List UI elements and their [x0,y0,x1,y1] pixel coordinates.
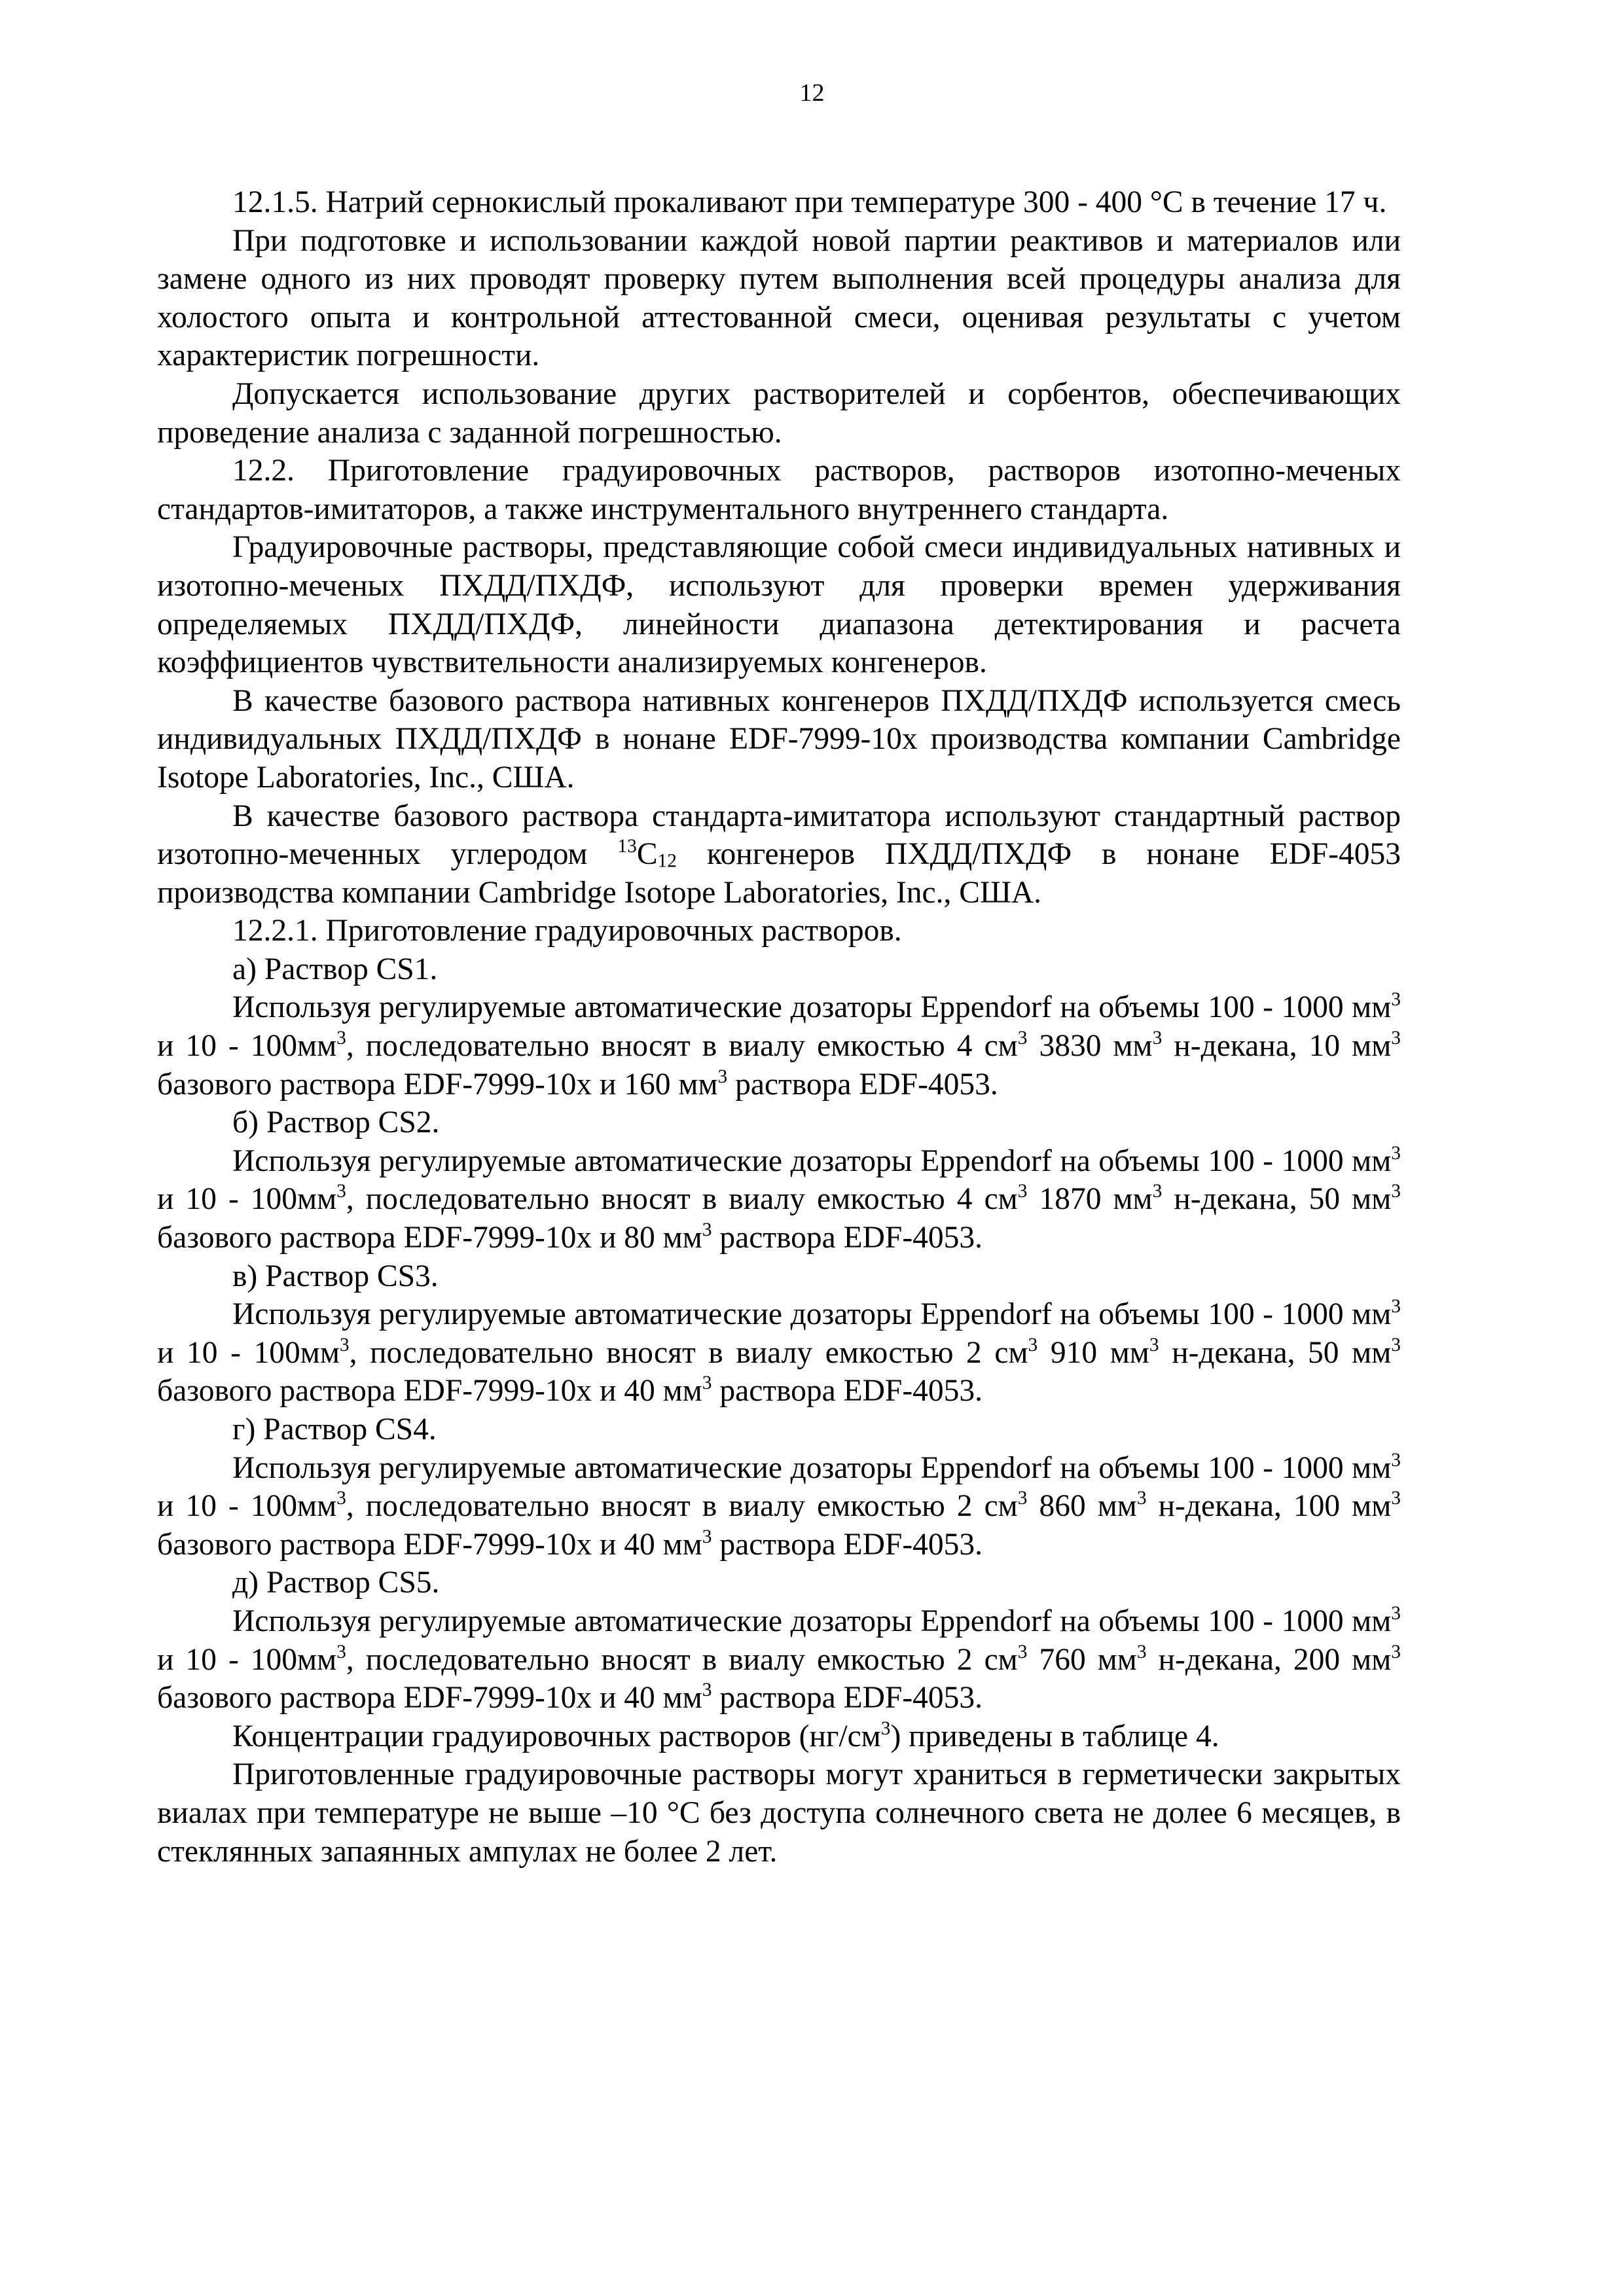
text-fragment: и 10 - 100мм [157,1489,337,1524]
text-fragment: базового раствора EDF-7999-10х и 40 мм [157,1374,702,1408]
paragraph-cs3-preparation [157,1295,1401,1410]
subheading-cs1: а) Раствор CS1. [232,952,438,986]
cube-superscript: 3 [336,1027,346,1049]
carbon-count-subscript: 12 [657,850,677,872]
paragraph-cs2-preparation [157,1142,1401,1257]
section-heading-12-2-1: 12.2.1. Приготовление градуировочных растворов. [232,914,902,948]
cube-superscript: 3 [1017,1641,1028,1662]
text-fragment: и 10 - 100мм [157,1182,337,1217]
isotope-mass-superscript: 13 [617,835,637,857]
paragraph-cs5-preparation [157,1602,1401,1717]
text-fragment: н-декана, 200 мм [1146,1642,1392,1677]
text-fragment: , последовательно вносят в виалу емкостью 2 см [346,1642,1018,1677]
text-fragment: Используя регулируемые автоматические дозаторы Eppendorf на объемы 100 - 1000 мм [232,1143,1392,1178]
text-fragment: Используя регулируемые автоматические дозаторы Eppendorf на объемы 100 - 1000 мм [232,1450,1392,1485]
text-fragment: , последовательно вносят в виалу емкостью 2 см [346,1489,1018,1524]
cube-superscript: 3 [717,1066,728,1087]
text-fragment: 860 мм [1027,1489,1137,1524]
cube-superscript: 3 [1391,1295,1401,1317]
paragraph-storage-conditions: Приготовленные градуировочные растворы могут храниться в герметически закрытых виалах при температуре не выше –10 °С без доступа солнечного света не долее 6 месяцев, в стеклянных запаянных ампулах не более 2 лет. [157,1757,1401,1869]
paragraph-native-base-solution: В качестве базового раствора нативных конгенеров ПХДД/ПХДФ используется смесь индивидуальных ПХДД/ПХДФ в нонане EDF-7999-10х производства компании Cambridge Isotope Laboratories, Inc., США. [157,683,1401,795]
cube-superscript: 3 [880,1717,891,1739]
paragraph-other-solvents: Допускается использование других растворителей и сорбентов, обеспечивающих проведение анализа с заданной погрешностью. [157,376,1401,450]
cube-superscript: 3 [1391,1449,1401,1471]
element-symbol: С [636,837,658,872]
text-fragment: н-декана, 100 мм [1146,1489,1392,1524]
cube-superscript: 3 [1136,1641,1147,1662]
text-fragment: и 10 - 100мм [157,1029,337,1064]
text-fragment: базового раствора EDF-7999-10х и 40 мм [157,1681,702,1715]
cube-superscript: 3 [1152,1181,1163,1202]
paragraph-cs1-preparation [157,988,1401,1103]
cube-superscript: 3 [336,1181,346,1202]
text-fragment: , последовательно вносят в виалу емкостью 4 см [346,1182,1018,1217]
document-body [157,183,1401,1871]
cube-superscript: 3 [336,1487,346,1509]
text-fragment: базового раствора EDF-7999-10х и 80 мм [157,1221,702,1255]
paragraph-sodium-sulfate: 12.1.5. Натрий сернокислый прокаливают при температуре 300 - 400 °С в течение 17 ч. [232,185,1387,219]
cube-superscript: 3 [1017,1181,1028,1202]
cube-superscript: 3 [1017,1027,1028,1049]
text-fragment: раствора EDF-4053. [712,1681,983,1715]
text-fragment: раствора EDF-4053. [727,1067,998,1102]
cube-superscript: 3 [702,1526,712,1547]
text-fragment: , последовательно вносят в виалу емкостью 4 см [346,1029,1018,1064]
paragraph-reagent-check: При подготовке и использовании каждой новой партии реактивов и материалов или замене одного из них проводят проверку путем выполнения всей процедуры анализа для холостого опыта и контрольной аттестованной смеси, оценивая результаты с учетом характеристик погрешности. [157,223,1401,373]
cube-superscript: 3 [1136,1487,1147,1509]
paragraph-labeled-base-solution [157,797,1401,912]
text-fragment: Используя регулируемые автоматические дозаторы Eppendorf на объемы 100 - 1000 мм [232,990,1392,1025]
subheading-cs4: г) Раствор CS4. [232,1412,437,1446]
text-fragment: раствора EDF-4053. [712,1221,983,1255]
subheading-cs5: д) Раствор CS5. [232,1566,440,1600]
cube-superscript: 3 [1017,1487,1028,1509]
text-fragment: раствора EDF-4053. [712,1527,983,1562]
cube-superscript: 3 [1391,1487,1401,1509]
cube-superscript: 3 [1391,989,1401,1011]
cube-superscript: 3 [1391,1602,1401,1624]
text-fragment: 3830 мм [1027,1029,1153,1064]
cube-superscript: 3 [1391,1027,1401,1049]
text-fragment: н-декана, 10 мм [1162,1029,1392,1064]
text-fragment: базового раствора EDF-7999-10х и 160 мм [157,1067,718,1102]
cube-superscript: 3 [702,1679,712,1700]
text-fragment: н-декана, 50 мм [1162,1182,1392,1217]
cube-superscript: 3 [336,1641,346,1662]
subheading-cs2: б) Раствор CS2. [232,1105,440,1140]
page-number: 12 [799,79,825,107]
cube-superscript: 3 [1149,1334,1159,1355]
text-fragment: Концентрации градуировочных растворов (нг/см [232,1719,881,1753]
text-fragment: конгенеров ПХДД/ПХДФ в нонане EDF-4053 производства компании Cambridge Isotope Laboratories, Inc., США. [157,837,1401,910]
text-fragment: ) приведены в таблице 4. [890,1719,1219,1753]
section-heading-12-2: 12.2. Приготовление градуировочных растворов, растворов изотопно-меченых стандартов-имитаторов, а также инструментального внутреннего стандарта. [157,454,1401,526]
text-fragment: В качестве базового раствора стандарта-имитатора используют стандартный раствор изотопно-меченных углеродом [157,798,1401,872]
cube-superscript: 3 [702,1372,712,1394]
cube-superscript: 3 [1391,1181,1401,1202]
text-fragment: 760 мм [1027,1642,1137,1677]
paragraph-calibration-solutions: Градуировочные растворы, представляющие собой смеси индивидуальных нативных и изотопно-меченых ПХДД/ПХДФ, используют для проверки времен удерживания определяемых ПХДД/ПХДФ, линейности диапазона детектирования и расчета коэффициентов чувствительности анализируемых конгенеров. [157,530,1401,680]
text-fragment: и 10 - 100мм [157,1335,340,1370]
cube-superscript: 3 [339,1334,350,1355]
text-fragment: , последовательно вносят в виалу емкостью 2 см [349,1335,1028,1370]
text-fragment: 910 мм [1038,1335,1149,1370]
paragraph-concentrations-table-ref [157,1717,1401,1756]
cube-superscript: 3 [1028,1334,1038,1355]
cube-superscript: 3 [1391,1334,1401,1355]
cube-superscript: 3 [1152,1027,1163,1049]
cube-superscript: 3 [702,1219,712,1240]
cube-superscript: 3 [1391,1142,1401,1164]
text-fragment: 1870 мм [1027,1182,1153,1217]
text-fragment: базового раствора EDF-7999-10х и 40 мм [157,1527,702,1562]
paragraph-cs4-preparation [157,1449,1401,1564]
subheading-cs3: в) Раствор CS3. [232,1259,439,1293]
text-fragment: Используя регулируемые автоматические дозаторы Eppendorf на объемы 100 - 1000 мм [232,1604,1392,1638]
text-fragment: н-декана, 50 мм [1159,1335,1392,1370]
text-fragment: раствора EDF-4053. [712,1374,983,1408]
text-fragment: Используя регулируемые автоматические дозаторы Eppendorf на объемы 100 - 1000 мм [232,1297,1392,1332]
text-fragment: и 10 - 100мм [157,1642,337,1677]
cube-superscript: 3 [1391,1641,1401,1662]
